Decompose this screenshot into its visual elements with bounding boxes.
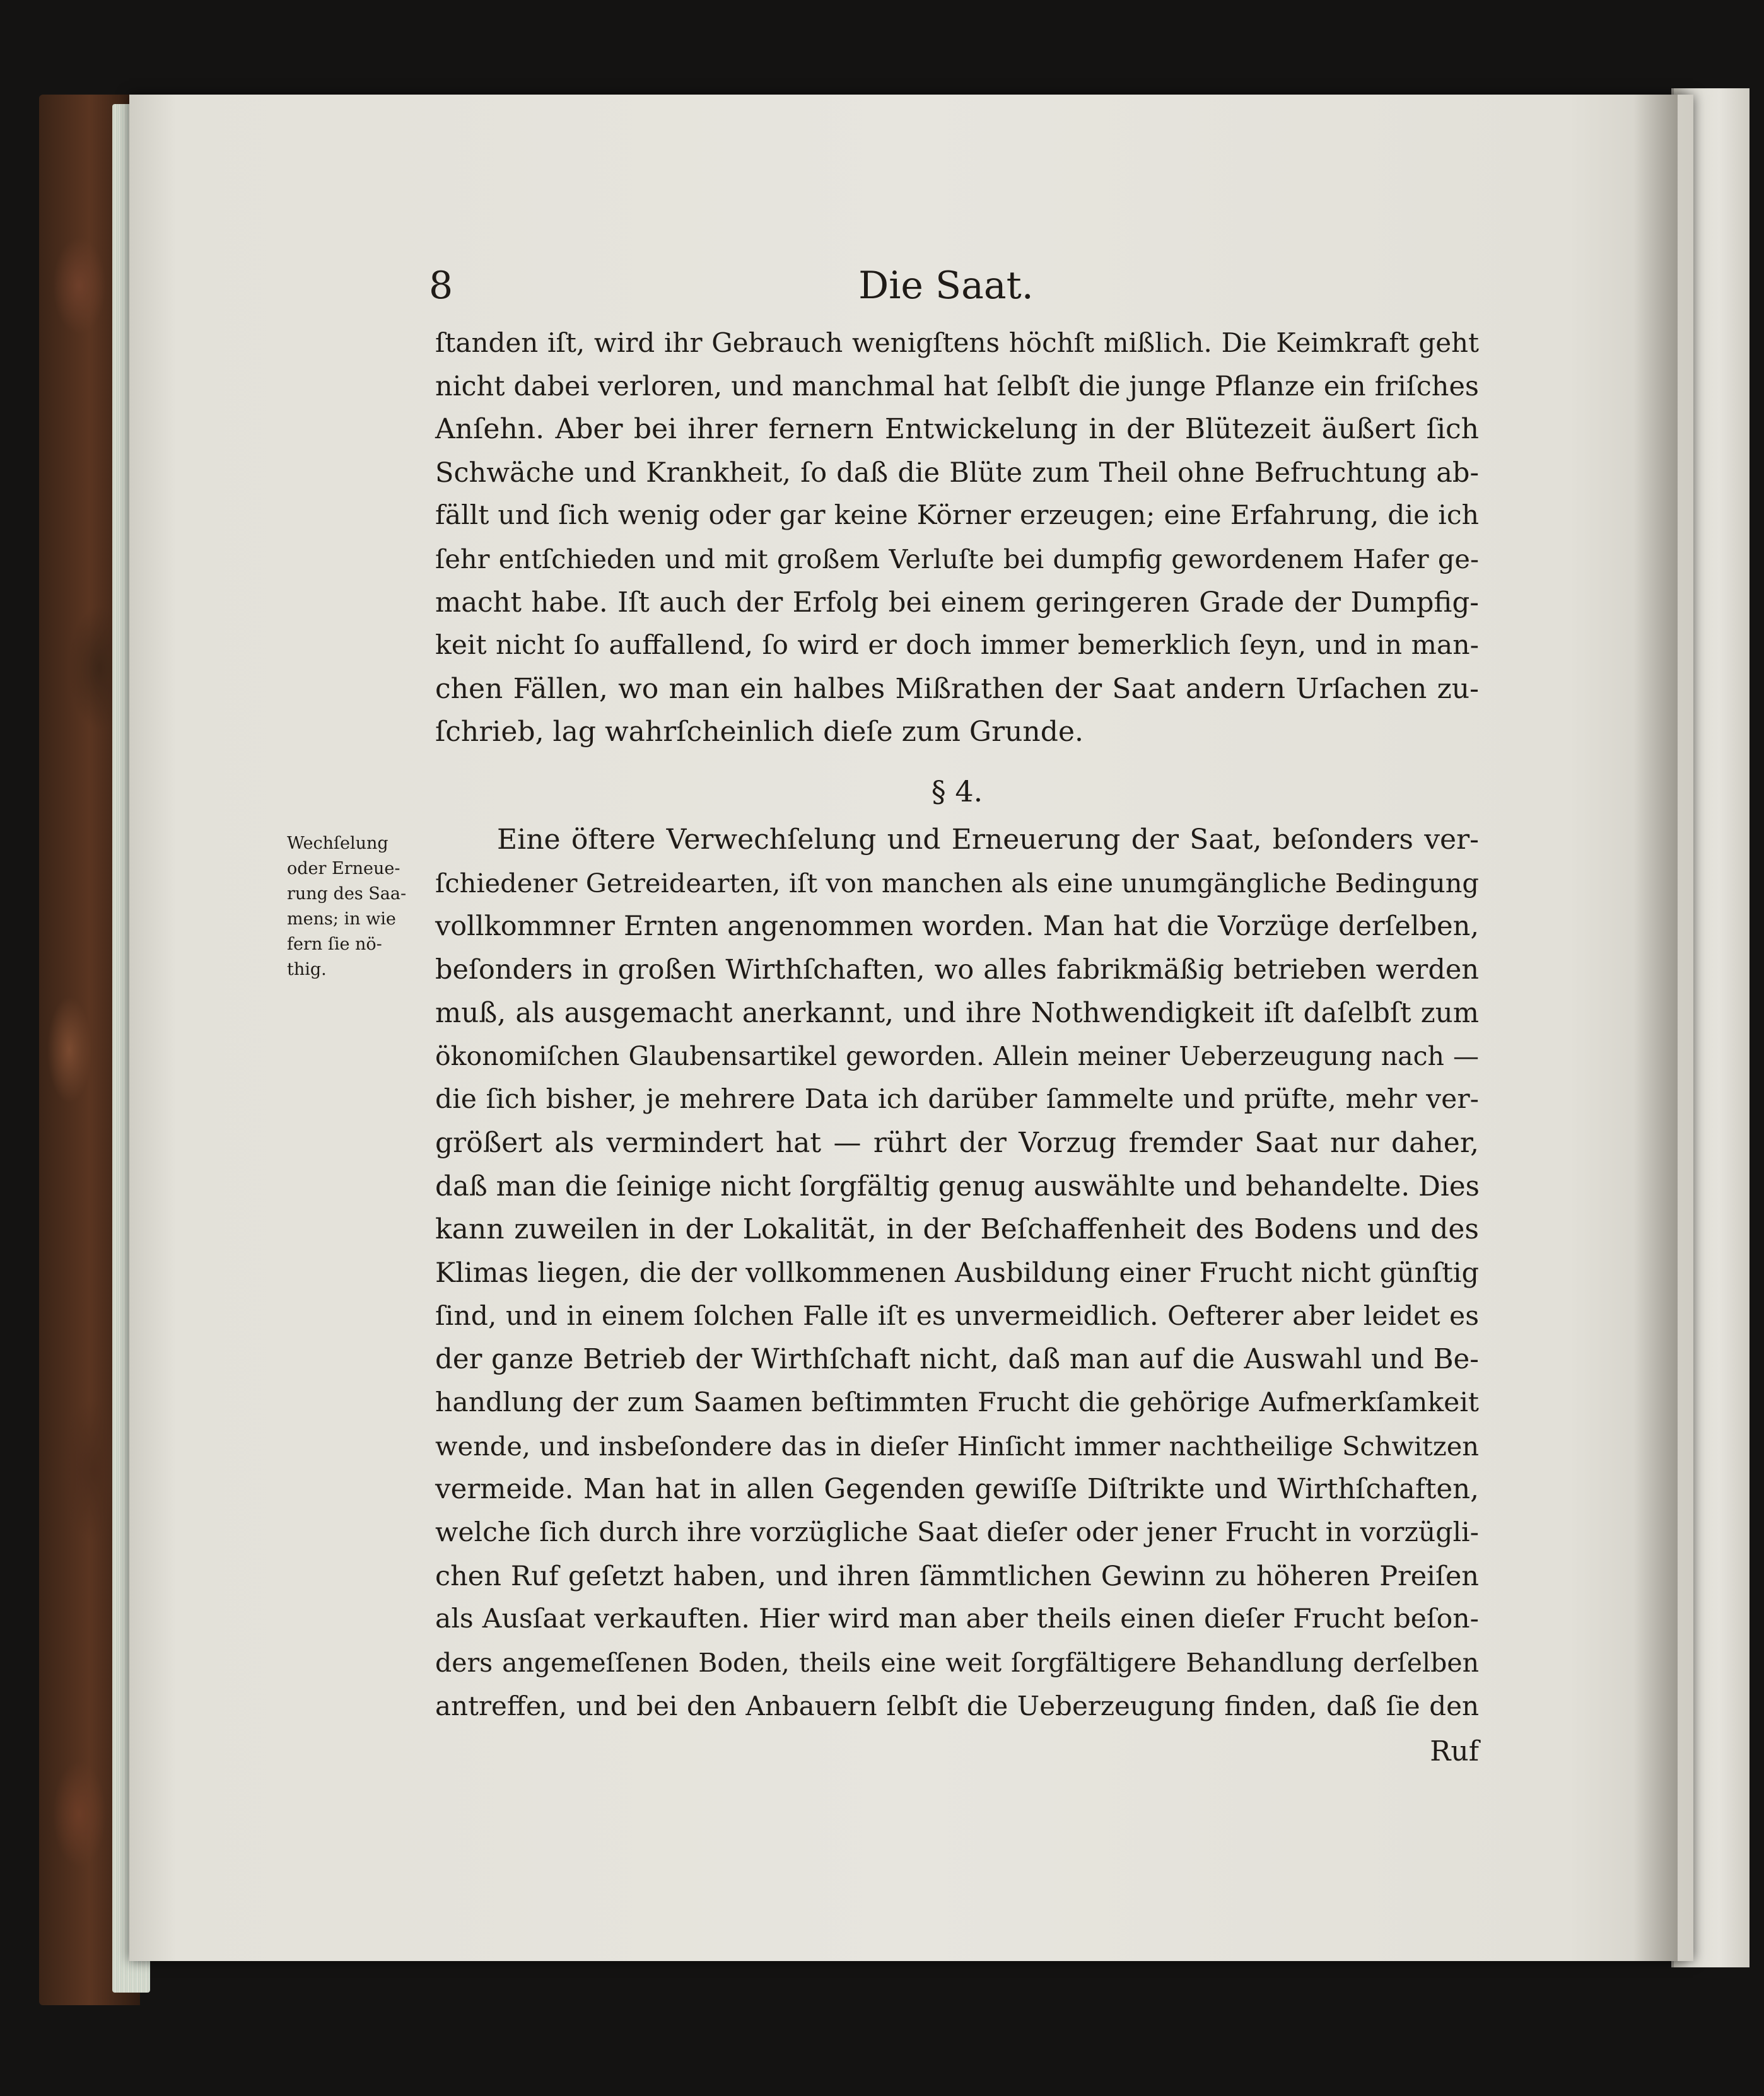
- text-line: chen Ruf geſetzt haben, und ihren ſämmtlichen Gewinn zu höheren Preiſen: [435, 1560, 1479, 1592]
- text-line: macht habe. Iſt auch der Erfolg bei einem geringeren Grade der Dumpfig-: [435, 586, 1479, 619]
- text-line: Schwäche und Krankheit, ſo daß die Blüte zum Theil ohne Befruchtung ab-: [435, 457, 1479, 489]
- marginal-line: mens; in wie: [287, 909, 396, 929]
- text-line: ders angemeſſenen Boden, theils eine weit ſorgfältigere Behandlung derſelben: [435, 1648, 1479, 1679]
- text-line: welche ſich durch ihre vorzügliche Saat dieſer oder jener Frucht in vorzügli-: [435, 1517, 1479, 1548]
- marginal-line: thig.: [287, 960, 327, 979]
- text-line: kann zuweilen in der Lokalität, in der Beſchaffenheit des Bodens und des: [435, 1213, 1479, 1246]
- text-line: keit nicht ſo auffallend, ſo wird er doch immer bemerklich ſeyn, und in man-: [435, 630, 1479, 661]
- text-line: der ganze Betrieb der Wirthſchaft nicht, daß man auf die Auswahl und Be-: [435, 1344, 1479, 1376]
- text-line: ſehr entſchieden und mit großem Verluſte bei dumpfig gewordenem Hafer ge-: [435, 543, 1479, 574]
- text-line: ſchrieb, lag wahrſcheinlich dieſe zum Grunde.: [435, 716, 1084, 748]
- text-line: Klimas liegen, die der vollkommenen Ausbildung einer Frucht nicht günſtig: [435, 1257, 1479, 1289]
- text-line: ſtanden iſt, wird ihr Gebrauch wenigſtens höchſt mißlich. Die Keimkraft geht: [435, 327, 1479, 358]
- text-line: die ſich bisher, je mehrere Data ich darüber ſammelte und prüfte, mehr ver-: [435, 1084, 1479, 1115]
- text-line: Eine öftere Verwechſelung und Erneuerung der Saat, beſonders ver-: [497, 824, 1479, 856]
- text-line: fällt und ſich wenig oder gar keine Körner erzeugen; eine Erfahrung, die ich: [435, 500, 1479, 532]
- marginal-line: oder Erneue-: [287, 859, 400, 878]
- text-line: als Ausſaat verkauften. Hier wird man aber theils einen dieſer Frucht beſon-: [435, 1604, 1479, 1635]
- text-line: handlung der zum Saamen beſtimmten Frucht die gehörige Aufmerkſamkeit: [435, 1387, 1479, 1418]
- text-line: vermeide. Man hat in allen Gegenden gewiſſe Diſtrikte und Wirthſchaften,: [435, 1474, 1479, 1506]
- text-line: beſonders in großen Wirthſchaften, wo alles fabrikmäßig betrieben werden: [435, 954, 1479, 986]
- page-number: 8: [429, 264, 453, 308]
- marginal-note: [287, 831, 413, 982]
- marginal-line: Wechſelung: [287, 834, 388, 853]
- page-header: [404, 264, 1488, 314]
- text-line: größert als vermindert hat — rührt der Vorzug fremder Saat nur daher,: [435, 1126, 1479, 1159]
- marginal-line: fern ſie nö-: [287, 934, 382, 954]
- text-line: nicht dabei verloren, und manchmal hat ſelbſt die junge Pflanze ein friſches: [435, 370, 1479, 402]
- text-line: Anſehn. Aber bei ihrer fernern Entwickelung in der Blütezeit äußert ſich: [435, 413, 1479, 446]
- text-line: muß, als ausgemacht anerkannt, und ihre Nothwendigkeit iſt daſelbſt zum: [435, 997, 1479, 1029]
- catchword: Ruf: [1430, 1735, 1479, 1767]
- text-line: vollkommner Ernten angenommen worden. Man hat die Vorzüge derſelben,: [435, 911, 1479, 943]
- body-text-section: [435, 818, 1479, 1728]
- text-line: wende, und insbeſondere das in dieſer Hinſicht immer nachtheilige Schwitzen: [435, 1430, 1479, 1462]
- text-line: ſchiedener Getreidearten, iſt von manchen als eine unumgängliche Bedingung: [435, 867, 1479, 899]
- running-title: Die Saat.: [858, 264, 1034, 308]
- body-text-top: [435, 322, 1479, 754]
- text-line: ökonomiſchen Glaubensartikel geworden. Allein meiner Ueberzeugung nach —: [435, 1041, 1479, 1072]
- marginal-line: rung des Saa-: [287, 884, 407, 904]
- text-line: ſind, und in einem ſolchen Falle iſt es unvermeidlich. Oefterer aber leidet es: [435, 1300, 1479, 1332]
- text-line: chen Fällen, wo man ein halbes Mißrathen der Saat andern Urſachen zu-: [435, 672, 1479, 705]
- gutter-shadow: [1633, 95, 1678, 1961]
- text-line: antreffen, und bei den Anbauern ſelbſt die Ueberzeugung finden, daß ſie den: [435, 1690, 1479, 1721]
- section-heading: § 4.: [931, 774, 983, 808]
- text-line: daß man die ſeinige nicht ſorgfältig genug auswählte und behandelte. Dies: [435, 1170, 1480, 1202]
